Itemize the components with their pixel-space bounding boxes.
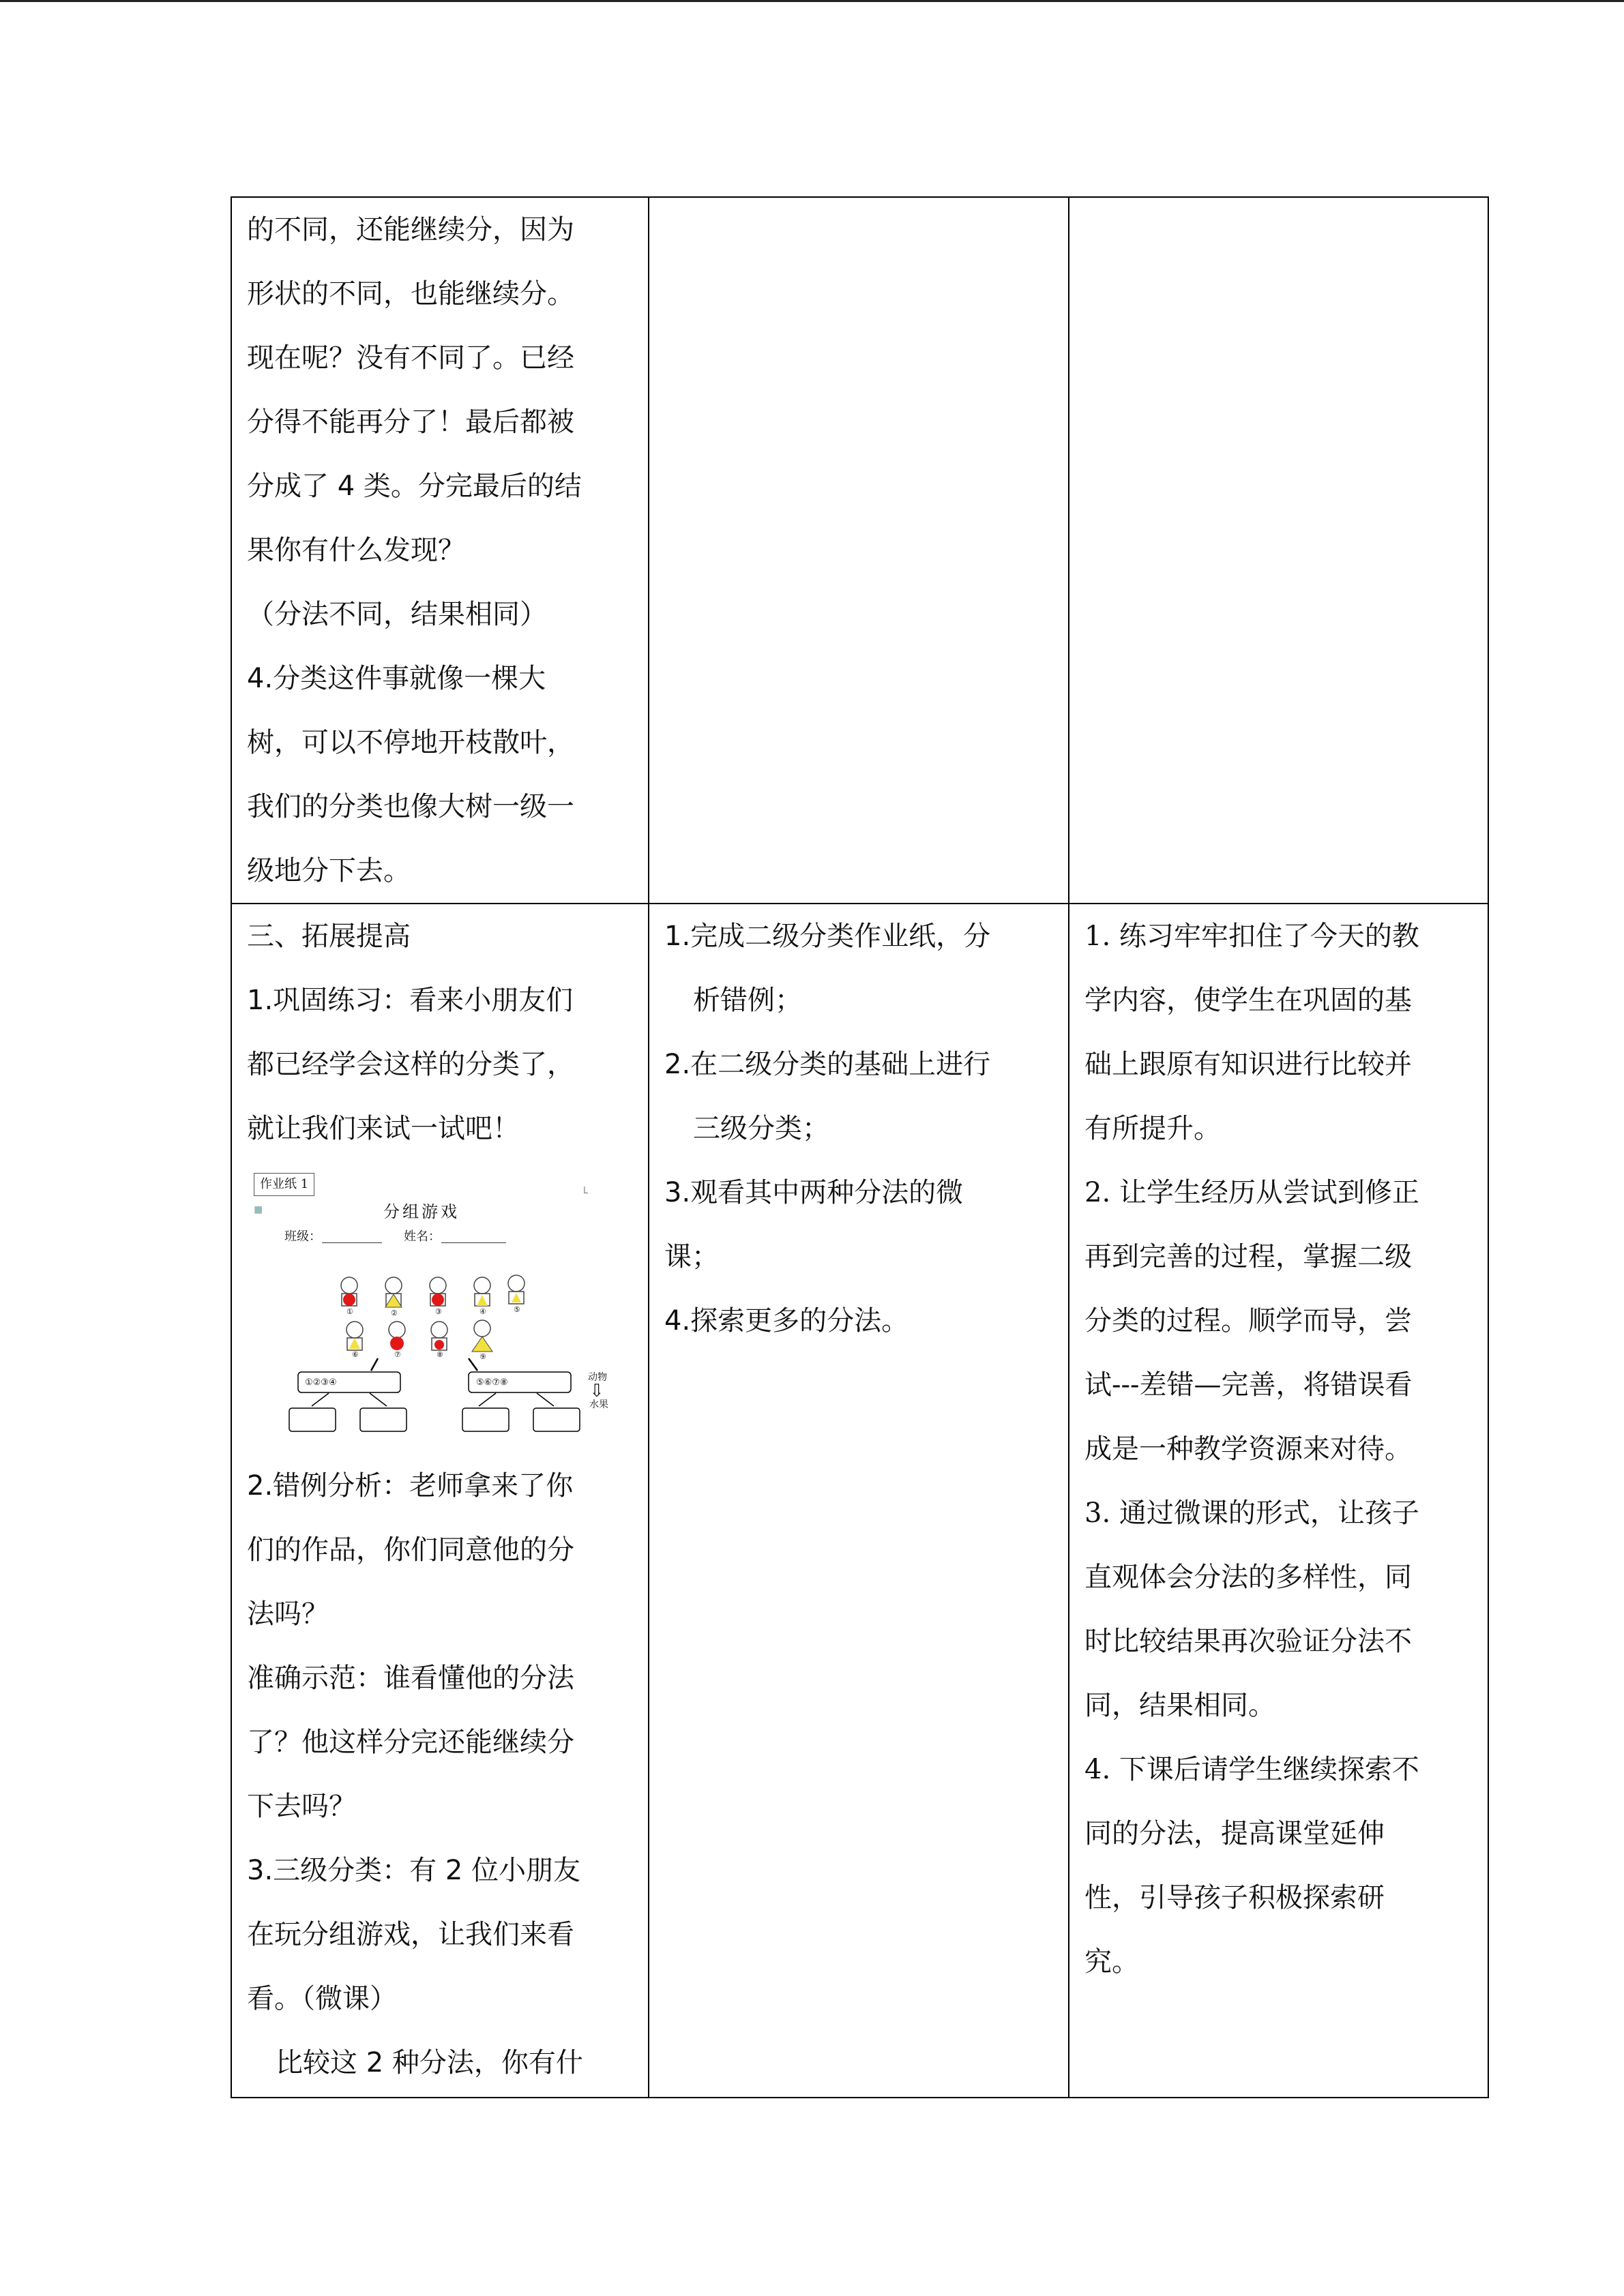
teaching-process-cell [231,904,649,2098]
table-row [231,904,1488,2098]
page-top-border [0,0,1624,2]
text-line: 法吗？ [247,1598,329,1630]
text-line: 同，结果相同。 [1084,1690,1275,1721]
name-blank [441,1242,506,1243]
text-line: 果你有什么发现？ [247,535,465,566]
text-line: 再到完善的过程，掌握二级 [1084,1241,1412,1272]
text-line: （分法不同，结果相同） [247,599,547,630]
corner-mark: └ [581,1187,588,1199]
worksheet-image [247,1166,612,1439]
design-intent-cell [1069,197,1488,904]
text-line: 3. 通过微课的形式，让孩子 [1084,1497,1419,1529]
text-line: 3.观看其中两种分法的微 [664,1177,964,1208]
text-line: 同的分法，提高课堂延伸 [1084,1818,1385,1849]
text-line: 都已经学会这样的分类了， [247,1049,574,1080]
text-line: 形状的不同，也能继续分。 [247,278,574,310]
student-activity-cell [649,904,1069,2098]
text-line: 直观体会分法的多样性，同 [1084,1562,1412,1593]
down-arrow-icon: ⇩ [589,1381,604,1401]
text-line: 我们的分类也像大树一级一 [247,791,574,822]
design-intent-cell [1069,904,1488,2098]
text-line: 础上跟原有知识进行比较并 [1084,1049,1412,1080]
text-line: 课； [664,1241,719,1272]
item-number: ⑦ [394,1350,401,1359]
item-number: ① [346,1307,353,1316]
text-line: 级地分下去。 [247,855,411,886]
item-number: ⑧ [437,1350,443,1359]
item-number: ② [391,1309,398,1317]
text-line: 分类的过程。顺学而导，尝 [1084,1305,1412,1337]
name-label: 姓名： [404,1229,441,1244]
item-number: ⑨ [479,1352,486,1361]
text-line: 性，引导孩子积极探索研 [1084,1882,1385,1913]
text-line: 1.完成二级分类作业纸，分 [664,921,991,952]
lesson-plan-table [231,196,1489,2098]
text-line: 在玩分组游戏，让我们来看 [247,1919,574,1950]
side-label-bottom: 水果 [589,1399,608,1410]
item-number: ⑥ [352,1350,359,1359]
text-line: 时比较结果再次验证分法不 [1084,1626,1412,1657]
text-line: 下去吗？ [247,1791,356,1822]
text-line: 4. 下课后请学生继续探索不 [1084,1754,1419,1785]
text-line: 2.错例分析：老师拿来了你 [247,1470,574,1502]
text-line: 析错例； [693,985,802,1016]
text-line: 看。（微课） [247,1983,397,2014]
text-line: 1.巩固练习：看来小朋友们 [247,985,574,1016]
table-row [231,197,1488,904]
anchor-mark: ■ [254,1204,263,1215]
class-blank [322,1242,382,1243]
item-number: ⑤ [514,1305,520,1314]
group-box-label: ①②③④ [305,1377,337,1388]
text-line: 有所提升。 [1084,1113,1221,1144]
text-line: 树，可以不停地开枝散叶， [247,727,574,758]
text-line: 1. 练习牢牢扣住了今天的教 [1084,921,1419,952]
text-line: 4.分类这件事就像一棵大 [247,663,546,694]
text-line: 试---差错—完善，将错误看 [1084,1369,1413,1401]
text-line: 准确示范：谁看懂他的分法 [247,1663,574,1694]
text-line: 4.探索更多的分法。 [664,1305,909,1337]
text-line: 成是一种教学资源来对待。 [1084,1433,1412,1465]
teaching-process-cell [231,197,649,904]
text-line: 2.在二级分类的基础上进行 [664,1049,991,1080]
text-line: 比较这 2 种分法，你有什 [276,2047,583,2078]
item-number: ③ [435,1307,442,1316]
worksheet-title: 分组游戏 [383,1202,460,1221]
text-line: 2. 让学生经历从尝试到修正 [1084,1177,1419,1208]
text-line: 现在呢？没有不同了。已经 [247,342,574,374]
text-line: 们的作品，你们同意他的分 [247,1534,574,1566]
text-line: 的不同，还能继续分，因为 [247,214,574,245]
class-label: 班级： [284,1229,321,1244]
student-activity-cell [649,197,1069,904]
text-line: 3.三级分类：有 2 位小朋友 [247,1855,581,1886]
text-line: 三级分类； [693,1113,829,1144]
text-line: 学内容，使学生在巩固的基 [1084,985,1412,1016]
text-line: 究。 [1084,1946,1139,1978]
group-box-label: ⑤⑥⑦⑧ [476,1377,508,1388]
text-line: 分得不能再分了！最后都被 [247,406,574,438]
text-line: 就让我们来试一试吧！ [247,1113,520,1144]
text-line: 分成了 4 类。分完最后的结 [247,471,582,502]
text-line: 了？他这样分完还能继续分 [247,1727,574,1758]
section-heading: 三、拓展提高 [247,921,411,952]
side-label-top: 动物 [588,1372,607,1383]
item-number: ④ [479,1307,486,1316]
worksheet-tag: 作业纸 1 [254,1173,314,1196]
